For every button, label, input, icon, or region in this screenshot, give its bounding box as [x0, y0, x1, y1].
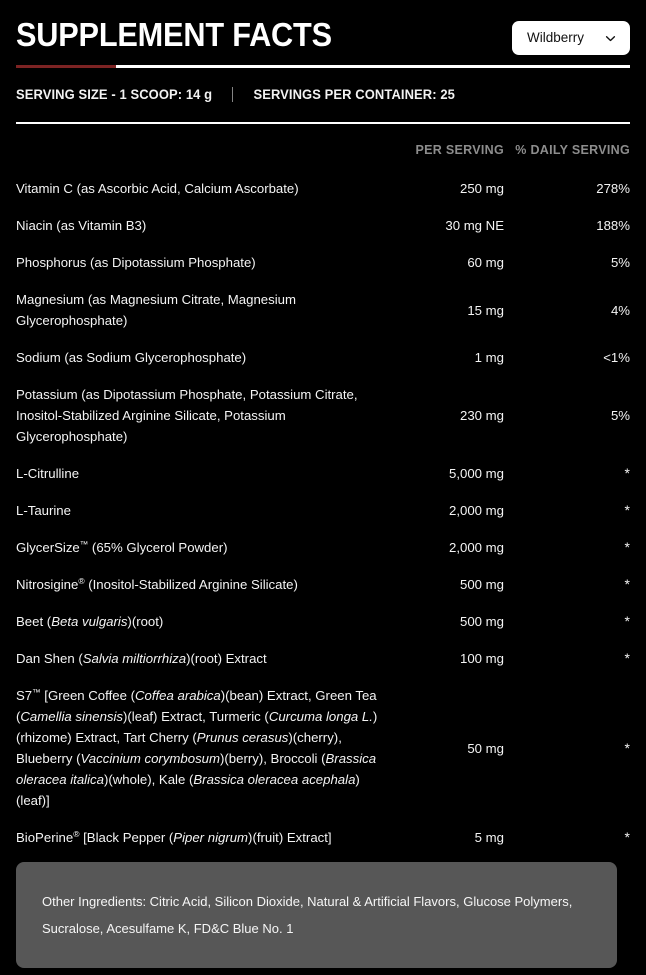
ingredient-amount: 500 mg — [460, 614, 504, 629]
page-title: SUPPLEMENT FACTS — [16, 16, 332, 53]
table-top-rule — [16, 122, 630, 124]
ingredient-name: S7™ [Green Coffee (Coffea arabica)(bean) Extract, Green Tea (Camellia sinensis)(leaf) Extract, Turmeric (Curcuma longa L.)(rhizome) Extract, Tart Cherry (Prunus cerasus)(cherry), Blueberry (Vaccinium corymbosum)(berry), Broccoli (Brassica oleracea italica)(whole), Kale (Brassica oleracea acephala)(leaf)] — [16, 687, 378, 808]
table-row — [16, 677, 630, 819]
table-body — [16, 170, 630, 856]
table-row — [16, 640, 630, 677]
table-header-row — [16, 137, 630, 170]
ingredient-name: Potassium (as Dipotassium Phosphate, Potassium Citrate, Inositol-Stabilized Arginine Silicate, Potassium Glycerophosphate) — [16, 387, 358, 444]
ingredient-daily-value: * — [624, 576, 630, 592]
ingredient-amount: 5 mg — [474, 830, 504, 845]
table-row — [16, 281, 630, 339]
ingredient-daily-value: 188% — [596, 218, 630, 233]
ingredient-amount: 1 mg — [474, 350, 504, 365]
ingredient-amount: 15 mg — [467, 302, 504, 318]
ingredient-daily-value: * — [624, 650, 630, 666]
ingredient-daily-value: 4% — [610, 302, 630, 318]
ingredient-name: Vitamin C (as Ascorbic Acid, Calcium Ascorbate) — [16, 181, 299, 196]
table-row — [16, 603, 630, 640]
ingredient-daily-value: * — [624, 613, 630, 629]
table-row — [16, 170, 630, 207]
table-row — [16, 819, 630, 856]
ingredient-name: Nitrosigine® (Inositol-Stabilized Arginine Silicate) — [16, 576, 298, 592]
serving-info — [16, 87, 605, 102]
column-header-name — [16, 137, 401, 170]
ingredient-daily-value: * — [624, 502, 630, 518]
ingredient-amount: 30 mg NE — [445, 218, 504, 233]
ingredient-name: L-Citrulline — [16, 466, 80, 481]
supplement-facts-table — [16, 137, 630, 856]
other-ingredients-text: Other Ingredients: Citric Acid, Silicon Dioxide, Natural & Artificial Flavors, Glucose Polymers, Sucralose, Acesulfame K, FD&C Blue No. 1 — [42, 894, 573, 936]
ingredient-amount: 500 mg — [460, 577, 504, 592]
serving-size: SERVING SIZE - 1 SCOOP: 14 g — [16, 87, 213, 102]
table-row — [16, 492, 630, 529]
flavor-select[interactable] — [512, 21, 630, 55]
ingredient-daily-value: * — [624, 539, 630, 555]
ingredient-amount: 230 mg — [460, 408, 504, 423]
ingredient-name: BioPerine® [Black Pepper (Piper nigrum)(fruit) Extract] — [16, 829, 332, 845]
ingredient-daily-value: 5% — [610, 255, 630, 270]
table-row — [16, 207, 630, 244]
table-row — [16, 376, 630, 455]
ingredient-amount: 60 mg — [467, 255, 504, 270]
ingredient-name: GlycerSize™ (65% Glycerol Powder) — [16, 539, 228, 555]
ingredient-name: L-Taurine — [16, 503, 71, 518]
ingredient-daily-value: 278% — [596, 181, 630, 196]
ingredient-daily-value: <1% — [603, 350, 630, 365]
chevron-down-icon — [604, 32, 617, 45]
ingredient-amount: 250 mg — [460, 181, 504, 196]
table-row — [16, 529, 630, 566]
ingredient-daily-value: * — [624, 739, 630, 756]
table-row — [16, 339, 630, 376]
column-header-per-serving: PER SERVING — [415, 143, 504, 157]
table-row — [16, 455, 630, 492]
ingredient-amount: 2,000 mg — [449, 540, 504, 555]
serving-separator — [232, 87, 233, 102]
ingredient-daily-value: * — [624, 465, 630, 481]
ingredient-name: Sodium (as Sodium Glycerophosphate) — [16, 350, 247, 365]
ingredient-name: Niacin (as Vitamin B3) — [16, 218, 147, 233]
column-header-daily-serving: % DAILY SERVING — [515, 143, 630, 157]
table-row — [16, 244, 630, 281]
header — [16, 0, 630, 53]
table-row — [16, 566, 630, 603]
ingredient-daily-value: * — [624, 829, 630, 845]
ingredient-name: Beet (Beta vulgaris)(root) — [16, 614, 164, 629]
ingredient-daily-value: 5% — [610, 408, 630, 423]
ingredient-name: Magnesium (as Magnesium Citrate, Magnesium Glycerophosphate) — [16, 292, 296, 328]
other-ingredients-panel — [16, 862, 617, 968]
ingredient-amount: 5,000 mg — [449, 466, 504, 481]
flavor-select-value: Wildberry — [527, 30, 585, 45]
ingredient-name: Phosphorus (as Dipotassium Phosphate) — [16, 255, 256, 270]
servings-per-container: SERVINGS PER CONTAINER: 25 — [253, 87, 455, 102]
ingredient-name: Dan Shen (Salvia miltiorrhiza)(root) Extract — [16, 651, 267, 666]
title-accent-rule — [16, 65, 630, 68]
ingredient-amount: 50 mg — [467, 740, 504, 756]
ingredient-amount: 2,000 mg — [449, 503, 504, 518]
ingredient-amount: 100 mg — [460, 651, 504, 666]
